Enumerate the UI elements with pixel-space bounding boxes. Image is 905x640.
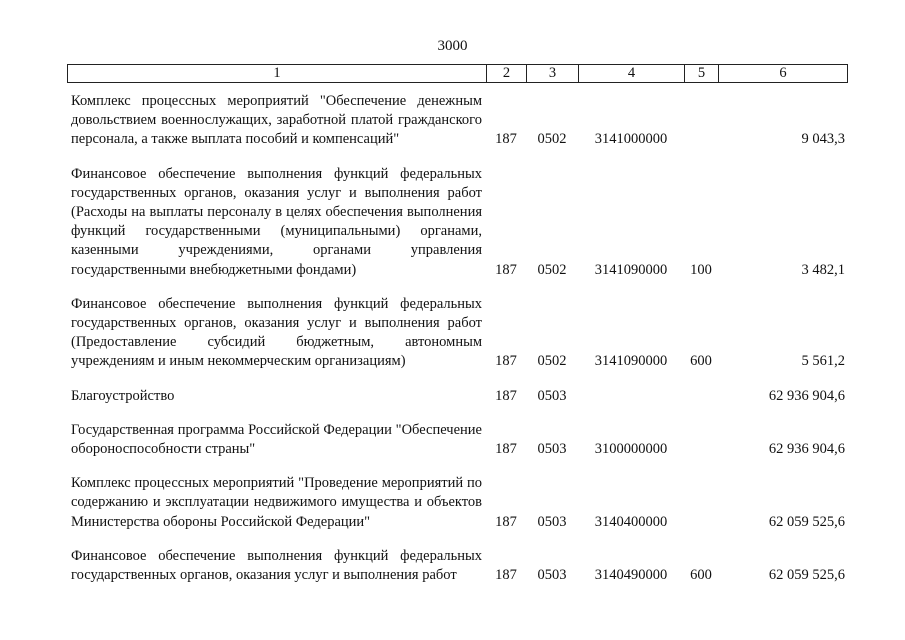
column-number-header	[67, 64, 848, 83]
row-ministry-code: 187	[495, 513, 517, 530]
column-number-2: 2	[487, 65, 527, 83]
row-description: Финансовое обеспечение выполнения функций федеральных государственных органов, оказания услуг и выполнения работ	[71, 547, 482, 584]
row-expense-type: 600	[690, 567, 712, 584]
row-section-code: 0502	[537, 131, 567, 148]
row-description: Благоустройство	[71, 387, 175, 404]
row-target-code: 3100000000	[594, 441, 668, 458]
table-row	[67, 474, 847, 532]
column-number-3: 3	[527, 65, 579, 83]
row-amount: 5 561,2	[801, 353, 845, 370]
column-number-4: 4	[579, 65, 685, 83]
row-description: Финансовое обеспечение выполнения функций федеральных государственных органов, оказания услуг и выполнения работ (Предоставление субсидий бюджетным, автономным учреждениям и иным некоммерческим организациям)	[71, 295, 482, 370]
table-row	[67, 92, 847, 150]
row-ministry-code: 187	[495, 261, 517, 278]
table-row	[67, 547, 847, 585]
row-section-code: 0502	[537, 261, 567, 278]
column-number-1: 1	[68, 65, 487, 83]
row-amount: 62 059 525,6	[768, 567, 845, 584]
row-ministry-code: 187	[495, 567, 517, 584]
row-amount: 62 936 904,6	[768, 387, 845, 404]
row-description: Государственная программа Российской Федерации "Обеспечение обороноспособности страны"	[71, 421, 482, 458]
row-section-code: 0503	[537, 567, 567, 584]
row-target-code: 3140490000	[594, 567, 668, 584]
row-target-code: 3141090000	[594, 353, 668, 370]
budget-rows	[67, 92, 847, 600]
row-amount: 3 482,1	[801, 261, 845, 278]
row-amount: 62 936 904,6	[768, 441, 845, 458]
row-section-code: 0503	[537, 513, 567, 530]
column-number-5: 5	[685, 65, 719, 83]
table-row	[67, 421, 847, 459]
page-number: 3000	[437, 38, 468, 54]
row-ministry-code: 187	[495, 353, 517, 370]
row-description: Комплекс процессных мероприятий "Проведение мероприятий по содержанию и эксплуатации недвижимого имущества и объектов Министерства обороны Российской Федерации"	[71, 475, 482, 530]
row-description: Комплекс процессных мероприятий "Обеспечение денежным довольствием военнослужащих, заработной платой гражданского персонала, а также выплата пособий и компенсаций"	[71, 93, 482, 148]
row-amount: 9 043,3	[801, 131, 845, 148]
row-ministry-code: 187	[495, 441, 517, 458]
table-row	[67, 165, 847, 280]
row-expense-type: 600	[690, 353, 712, 370]
row-amount: 62 059 525,6	[768, 513, 845, 530]
row-section-code: 0503	[537, 441, 567, 458]
row-target-code: 3141000000	[594, 131, 668, 148]
row-section-code: 0503	[537, 387, 567, 404]
row-target-code: 3141090000	[594, 261, 668, 278]
row-ministry-code: 187	[495, 387, 517, 404]
row-target-code: 3140400000	[594, 513, 668, 530]
table-row	[67, 387, 847, 406]
row-description: Финансовое обеспечение выполнения функций федеральных государственных органов, оказания услуг и выполнения работ (Расходы на выплаты персоналу в целях обеспечения выполнения функций государственными (муниципальными) органами, казенными учреждениями, органами управления государственными внебюджетными фондами)	[71, 165, 482, 278]
row-expense-type: 100	[690, 261, 712, 278]
row-section-code: 0502	[537, 353, 567, 370]
row-ministry-code: 187	[495, 131, 517, 148]
table-row	[67, 295, 847, 372]
column-number-6: 6	[719, 65, 848, 83]
